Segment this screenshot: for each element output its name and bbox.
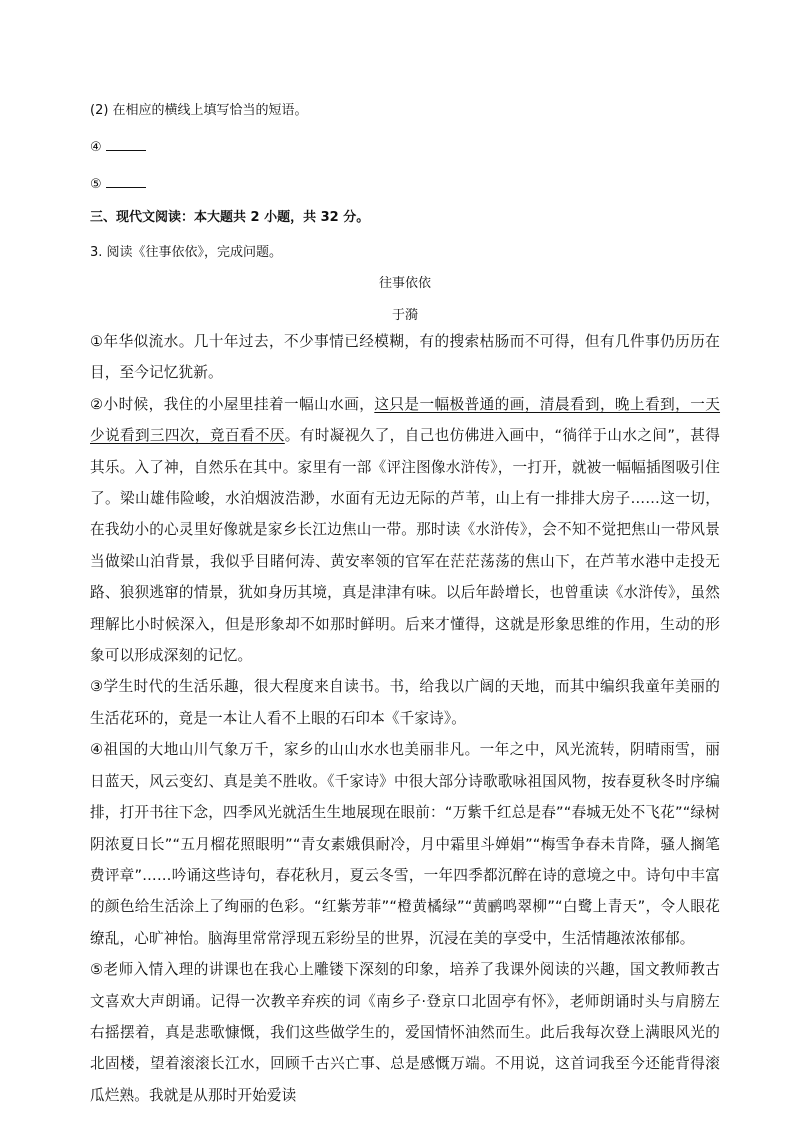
paragraph-2-lead: ②小时候，我住的小屋里挂着一幅山水画，: [90, 395, 375, 413]
section-3-title: 三、现代文阅读：本大题共 2 小题，共 32 分。: [90, 210, 370, 225]
article-paragraph-5: ⑤老师入情入理的讲课也在我心上雕镂下深刻的印象，培养了我课外阅读的兴趣，国文教师教古文喜欢大声朗诵。记得一次教辛弃疾的词《南乡子·登京口北固亭有怀》，老师朗诵时头与肩膀左右摇摆着，真是悲歌慷慨，我们这些做学生的，爱国情怀油然而生。此后我每次登上满眼风光的北固楼，望着滚滚长江水，回顾千古兴亡事、总是感慨万端。不用说，这首词我至今还能背得滚瓜烂熟。我就是从那时开始爱读: [90, 961, 720, 1104]
question-3-prompt: 3. 阅读《往事依依》，完成问题。: [90, 245, 283, 260]
answer-line-5: [90, 175, 720, 193]
document-content: [90, 102, 720, 1111]
paragraph-2-rest: 。有时凝视久了，自己也仿佛进入画中，“徜徉于山水之间”，甚得其乐。入了神，自然乐在其中。家里有一部《评注图像水浒传》，一打开，就被一幅幅插图吸引住了。梁山雄伟险峻，水泊烟波浩渺，水面有无边无际的芦苇，山上有一排排大房子……这一切，在我幼小的心灵里好像就是家乡长江边焦山一带。那时读《水浒传》，会不知不觉把焦山一带风景当做梁山泊背景，我似乎目睹何涛、黄安率领的官军在茫茫荡荡的焦山下，在芦苇水港中走投无路、狼狈逃窜的情景，犹如身历其境，真是津津有味。以后年龄增长，也曾重读《水浒传》，虽然理解比小时候深入，但是形象却不如那时鲜明。后来才懂得，这就是形象思维的作用，生动的形象可以形成深刻的记忆。: [90, 427, 721, 665]
answer-blank-5[interactable]: [106, 175, 146, 188]
paragraph-2-underlined-sentence: 这只是一幅极普通的画，清晨看到，晚上看到，一天少说看到三四次，竟百看不厌: [90, 395, 721, 445]
article-paragraph-2: [90, 389, 720, 672]
question-2-prompt: [90, 102, 720, 119]
answer-item-5-label: ⑤: [90, 177, 102, 192]
article-paragraph-1: ①年华似流水。几十年过去，不少事情已经模糊，有的搜索枯肠而不可得，但有几件事仍历历在目，至今记忆犹新。: [90, 333, 720, 382]
article-author: 于漪: [391, 308, 418, 323]
answer-item-4-label: ④: [90, 140, 102, 155]
answer-line-4: [90, 138, 720, 156]
article-paragraph-4: ④祖国的大地山川气象万千，家乡的山山水水也美丽非凡。一年之中，风光流转，阴晴雨雪，丽日蓝天，风云变幻、真是美不胜收。《千家诗》中很大部分诗歌歌咏祖国风物，按春夏秋冬时序编排，打开书往下念，四季风光就活生生地展现在眼前：“万紫千红总是春”“春城无处不飞花”“绿树阴浓夏日长”“五月榴花照眼明”“青女素娥俱耐冷，月中霜里斗婵娟”“梅雪争春未肯降，骚人搁笔费评章”……吟诵这些诗句，春花秋月，夏云冬雪，一年四季都沉醉在诗的意境之中。诗句中丰富的颜色给生活涂上了绚丽的色彩。“红紫芳菲”“橙黄橘绿”“黄鹂鸣翠柳”“白鹭上青天”，令人眼花缭乱，心旷神怡。脑海里常常浮现五彩纷呈的世界，沉浸在美的享受中，生活情趣浓浓郁郁。: [90, 741, 720, 947]
question-2-prompt-text: (2) 在相应的横线上填写恰当的短语。: [90, 103, 308, 118]
answer-blank-4[interactable]: [106, 138, 146, 151]
article-paragraph-3: ③学生时代的生活乐趣，很大程度来自读书。书，给我以广阔的天地，而其中编织我童年美丽的生活花环的，竟是一本让人看不上眼的石印本《千家诗》。: [90, 678, 720, 727]
article-title: 往事依依: [378, 276, 431, 291]
